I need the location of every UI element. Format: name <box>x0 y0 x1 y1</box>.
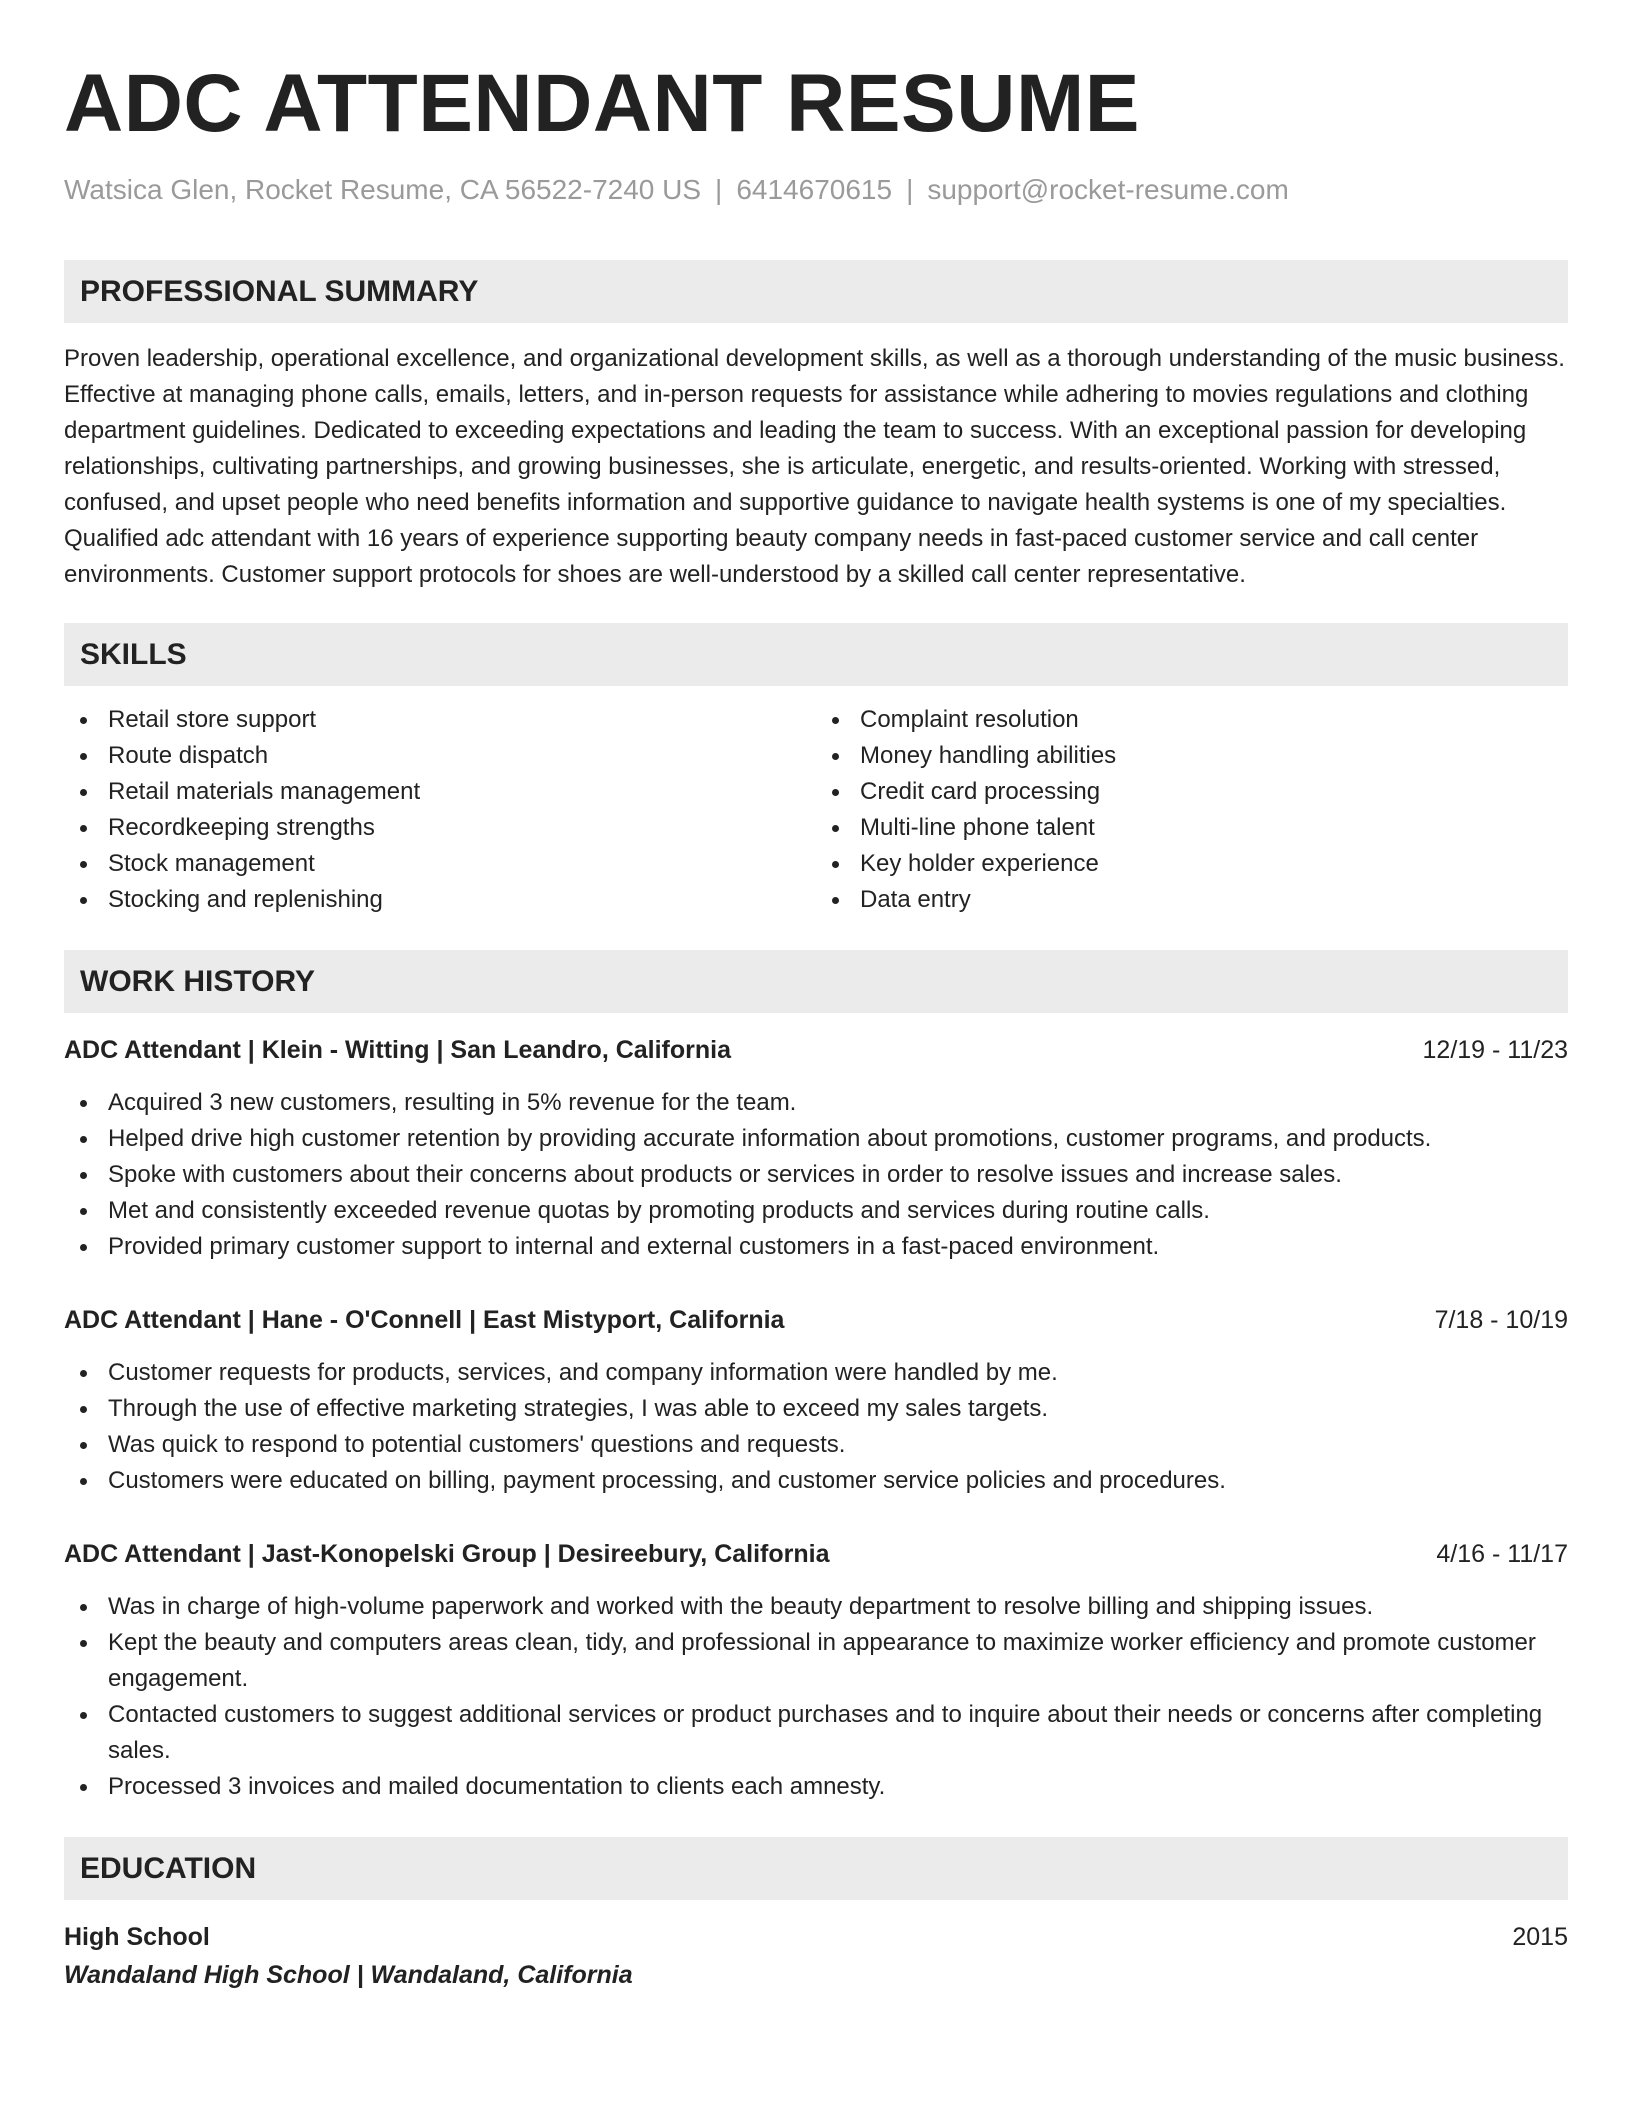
skills-list <box>64 702 1568 918</box>
job-title: ADC Attendant | Jast-Konopelski Group | Desireebury, California <box>64 1540 830 1568</box>
skill-item: Recordkeeping strengths <box>64 810 816 846</box>
job-bullet: Provided primary customer support to internal and external customers in a fast-paced environment. <box>64 1229 1568 1265</box>
skill-item: Retail store support <box>64 702 816 738</box>
job-bullets <box>64 1355 1568 1499</box>
job-heading-row <box>64 1033 1568 1067</box>
education-school: Wandaland High School | Wandaland, California <box>64 1961 633 1989</box>
skills-column-left <box>64 702 816 918</box>
job-bullet: Acquired 3 new customers, resulting in 5% revenue for the team. <box>64 1085 1568 1121</box>
job-bullet: Was in charge of high-volume paperwork and worked with the beauty department to resolve billing and shipping issues. <box>64 1589 1568 1625</box>
job-dates: 7/18 - 10/19 <box>1434 1306 1568 1334</box>
job-entry <box>64 1303 1568 1499</box>
skill-item: Stocking and replenishing <box>64 882 816 918</box>
job-bullet: Customers were educated on billing, payment processing, and customer service policies and procedures. <box>64 1463 1568 1499</box>
contact-address: Watsica Glen, Rocket Resume, CA 56522-7240 US <box>64 174 702 205</box>
contact-separator: | <box>906 174 914 205</box>
job-entry <box>64 1033 1568 1265</box>
summary-text: Proven leadership, operational excellence, and organizational development skills, as well as a thorough understanding of the music business. Effective at managing phone calls, emails, letters, and in-person requests for assistance while adhering to movies regulations and clothing department guidelines. Dedicated to exceeding expectations and leading the team to success. With an exceptional passion for developing relationships, cultivating partnerships, and growing businesses, she is articulate, energetic, and results-oriented. Working with stressed, confused, and upset people who need benefits information and supportive guidance to navigate health systems is one of my specialties. Qualified adc attendant with 16 years of experience supporting beauty company needs in fast-paced customer service and call center environments. Customer support protocols for shoes are well-understood by a skilled call center representative. <box>64 345 1565 588</box>
job-bullet: Kept the beauty and computers areas clean, tidy, and professional in appearance to maximize worker efficiency and promote customer engagement. <box>64 1625 1568 1697</box>
job-bullet: Spoke with customers about their concerns about products or services in order to resolve issues and increase sales. <box>64 1157 1568 1193</box>
job-bullet: Contacted customers to suggest additional services or product purchases and to inquire about their needs or concerns after completing sales. <box>64 1697 1568 1769</box>
skill-item: Money handling abilities <box>816 738 1568 774</box>
job-bullets <box>64 1085 1568 1265</box>
section-header-work-history: WORK HISTORY <box>64 950 1568 1013</box>
job-bullet: Customer requests for products, services, and company information were handled by me. <box>64 1355 1568 1391</box>
job-bullet: Was quick to respond to potential customers' questions and requests. <box>64 1427 1568 1463</box>
job-bullet: Processed 3 invoices and mailed documentation to clients each amnesty. <box>64 1769 1568 1805</box>
resume-title: ADC ATTENDANT RESUME <box>64 58 1140 149</box>
education-heading-row <box>64 1918 1568 1956</box>
job-dates: 4/16 - 11/17 <box>1436 1540 1568 1568</box>
education-entry <box>64 1918 1568 1994</box>
education-degree: High School <box>64 1923 210 1951</box>
contact-separator: | <box>715 174 723 205</box>
skill-item: Route dispatch <box>64 738 816 774</box>
section-header-skills: SKILLS <box>64 623 1568 686</box>
job-heading-row <box>64 1303 1568 1337</box>
skills-column-right <box>816 702 1568 918</box>
skill-item: Retail materials management <box>64 774 816 810</box>
job-bullet: Helped drive high customer retention by providing accurate information about promotions, customer programs, and products. <box>64 1121 1568 1157</box>
skill-item: Multi-line phone talent <box>816 810 1568 846</box>
job-bullet: Met and consistently exceeded revenue quotas by promoting products and services during routine calls. <box>64 1193 1568 1229</box>
skill-item: Complaint resolution <box>816 702 1568 738</box>
job-heading-row <box>64 1537 1568 1571</box>
contact-phone: 6414670615 <box>736 174 893 205</box>
job-dates: 12/19 - 11/23 <box>1422 1036 1568 1064</box>
skill-item: Data entry <box>816 882 1568 918</box>
education-year: 2015 <box>1512 1923 1568 1951</box>
skill-item: Credit card processing <box>816 774 1568 810</box>
contact-line <box>64 172 1568 208</box>
job-bullet: Through the use of effective marketing strategies, I was able to exceed my sales targets. <box>64 1391 1568 1427</box>
skill-item: Stock management <box>64 846 816 882</box>
section-header-education: EDUCATION <box>64 1837 1568 1900</box>
job-entry <box>64 1537 1568 1805</box>
job-title: ADC Attendant | Klein - Witting | San Leandro, California <box>64 1036 732 1064</box>
section-header-summary: PROFESSIONAL SUMMARY <box>64 260 1568 323</box>
contact-email: support@rocket-resume.com <box>927 174 1289 205</box>
job-title: ADC Attendant | Hane - O'Connell | East Mistyport, California <box>64 1306 785 1334</box>
job-bullets <box>64 1589 1568 1805</box>
skill-item: Key holder experience <box>816 846 1568 882</box>
